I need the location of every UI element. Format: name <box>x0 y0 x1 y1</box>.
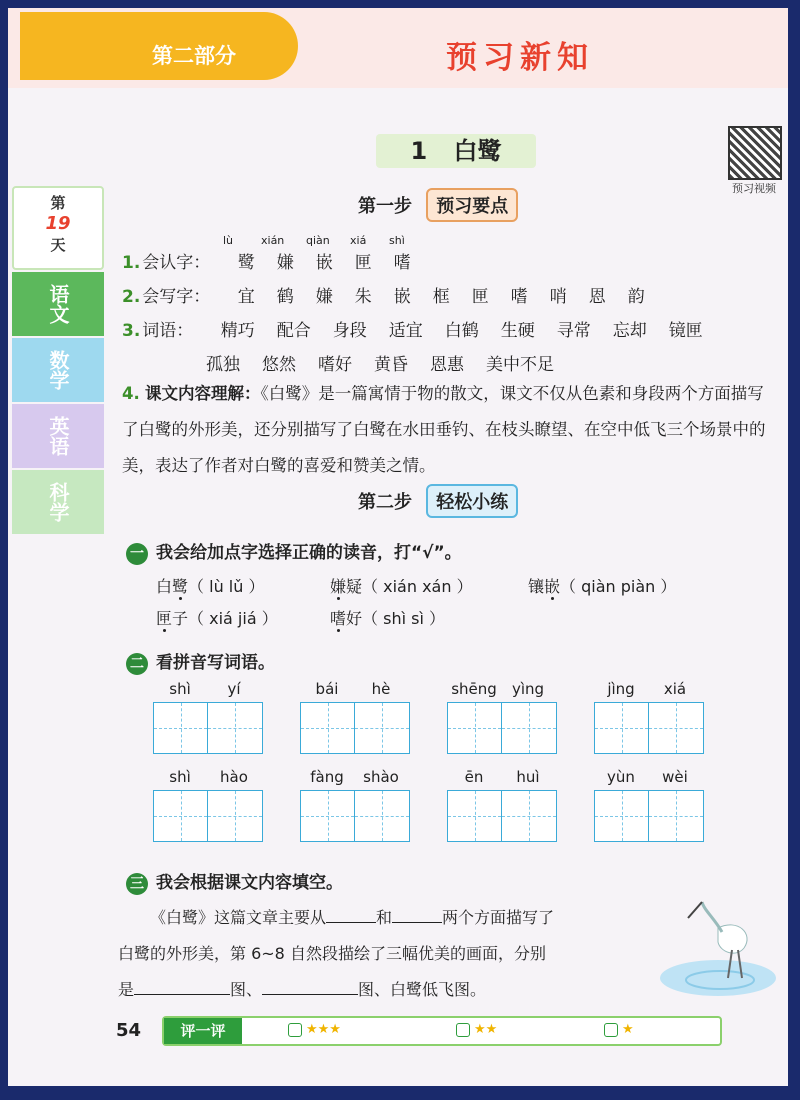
word: 孤独 <box>206 355 240 375</box>
day-suffix: 天 <box>50 236 66 254</box>
word: 镜匣 <box>668 321 703 341</box>
pinyin: shào <box>363 768 399 786</box>
word-part: 子 <box>172 609 189 628</box>
checkbox-icon[interactable] <box>604 1023 618 1037</box>
writing-grid[interactable] <box>594 768 706 842</box>
pinyin: fàng <box>310 768 344 786</box>
star-icon: ★ <box>622 1022 634 1037</box>
pinyin: huì <box>516 768 540 786</box>
char: 匣 <box>471 287 489 307</box>
grid-cell[interactable] <box>355 791 409 841</box>
word: 美中不足 <box>486 355 554 375</box>
choice-item[interactable] <box>156 606 278 629</box>
step1-label: 第一步 <box>358 196 412 217</box>
choice-options: （ lù lǔ ） <box>188 577 265 596</box>
word: 黄昏 <box>374 355 408 375</box>
grid-cell[interactable] <box>649 703 703 753</box>
section-1-heading <box>126 538 462 565</box>
word: 配合 <box>276 321 311 341</box>
part-label: 第二部分 <box>152 44 236 68</box>
pinyin: jìng <box>607 680 635 698</box>
section-title: 看拼音写词语。 <box>156 653 275 673</box>
char: 嵌 <box>315 253 333 273</box>
answer-blank[interactable] <box>392 922 442 923</box>
word: 忘却 <box>612 321 647 341</box>
item-1 <box>122 248 433 273</box>
item-4 <box>122 376 770 484</box>
item-3-row2 <box>206 350 576 375</box>
section-title: 我会给加点字选择正确的读音，打“√”。 <box>156 543 462 563</box>
writing-grid[interactable] <box>300 768 412 842</box>
char: 嗜 <box>393 253 411 273</box>
pinyin: yùn <box>607 768 635 786</box>
char: 嫌 <box>315 287 333 307</box>
day-prefix: 第 <box>50 194 66 212</box>
answer-blank[interactable] <box>262 994 358 995</box>
word: 精巧 <box>220 321 255 341</box>
pinyin: hào <box>220 768 248 786</box>
choice-options: （ xián xán ） <box>362 577 473 596</box>
item-label: 会认字： <box>142 253 211 273</box>
item-number: 2. <box>122 287 141 307</box>
page-number: 54 <box>116 1020 142 1041</box>
grid-cell[interactable] <box>301 703 355 753</box>
pinyin: hè <box>371 680 391 698</box>
star-icon: ★★★ <box>306 1022 341 1037</box>
rating-bar <box>162 1016 722 1046</box>
grid-cell[interactable] <box>301 791 355 841</box>
lesson-name: 白鹭 <box>453 137 502 165</box>
writing-grid[interactable] <box>447 768 559 842</box>
choice-options: （ qiàn piàn ） <box>560 577 677 596</box>
word-part: 好 <box>346 609 363 628</box>
rating-option[interactable] <box>288 1022 341 1037</box>
item-3 <box>122 316 725 341</box>
item-number: 3. <box>122 321 141 341</box>
word-part: 镶 <box>528 577 545 596</box>
char: 嫌 <box>276 253 294 273</box>
dotted-char: 嵌 <box>544 577 561 596</box>
lesson-title <box>376 134 536 168</box>
summary-text: 《白鹭》是一篇寓情于物的散文，课文不仅从色素和身段两个方面描写了白鹭的外形美，还分别描写了白鹭在水田垂钓、在枝头瞭望、在空中低飞三个场景中的美，表达了作者对白鹭的喜爱和赞美之情。 <box>122 384 766 475</box>
word: 嗜好 <box>318 355 352 375</box>
word: 恩惠 <box>430 355 464 375</box>
pinyin: yí <box>227 680 241 698</box>
step2-title: 轻松小练 <box>426 484 518 518</box>
pinyin: wèi <box>662 768 688 786</box>
writing-grid[interactable] <box>594 680 706 754</box>
char: 韵 <box>627 287 645 307</box>
char: 恩 <box>588 287 606 307</box>
char: 鹭 <box>237 253 255 273</box>
word: 生硬 <box>500 321 535 341</box>
dotted-char: 嫌 <box>330 577 347 596</box>
rating-option[interactable] <box>456 1022 497 1037</box>
step1-heading <box>358 188 518 222</box>
char: 匣 <box>354 253 372 273</box>
fill-text: 两个方面描写了 <box>442 908 555 927</box>
section-number-icon: 二 <box>126 653 148 675</box>
item-number: 1. <box>122 253 141 273</box>
pinyin: lù <box>223 234 234 247</box>
star-icon: ★★ <box>474 1022 498 1037</box>
word: 寻常 <box>556 321 591 341</box>
grid-cell[interactable] <box>154 703 208 753</box>
egret-illustration <box>658 888 778 998</box>
word: 悠然 <box>262 355 296 375</box>
qr-code-icon[interactable] <box>728 126 782 180</box>
choice-options: （ shì sì ） <box>362 609 445 628</box>
choice-item[interactable] <box>330 574 473 597</box>
fill-text: 图、 <box>230 980 263 999</box>
grid-cell[interactable] <box>448 791 502 841</box>
word-part: 白 <box>156 577 173 596</box>
char: 鹤 <box>276 287 294 307</box>
word: 白鹤 <box>444 321 479 341</box>
rating-label: 评一评 <box>164 1018 242 1044</box>
answer-blank[interactable] <box>134 994 230 995</box>
item-label: 会写字： <box>142 287 211 307</box>
writing-grid[interactable] <box>153 680 265 754</box>
word: 身段 <box>332 321 367 341</box>
fill-text: 图、白鹭低飞图。 <box>358 980 487 999</box>
char: 嗜 <box>510 287 528 307</box>
char: 哨 <box>549 287 567 307</box>
item-2 <box>122 282 667 307</box>
grid-cell[interactable] <box>649 791 703 841</box>
grid-cell[interactable] <box>355 703 409 753</box>
lesson-number: 1 <box>410 137 428 165</box>
dotted-char: 嗜 <box>330 609 347 628</box>
grid-cell[interactable] <box>448 703 502 753</box>
tab-english[interactable]: 英语 <box>12 404 104 468</box>
pinyin: bái <box>315 680 339 698</box>
grid-cell[interactable] <box>208 703 262 753</box>
grid-cell[interactable] <box>502 703 556 753</box>
grid-cell[interactable] <box>208 791 262 841</box>
pinyin: ēn <box>464 768 484 786</box>
section-3-heading <box>126 868 343 895</box>
step1-title: 预习要点 <box>426 188 518 222</box>
grid-cell[interactable] <box>502 791 556 841</box>
writing-grid[interactable] <box>153 768 265 842</box>
banner-title: 预习新知 <box>446 40 594 76</box>
fill-text: 是 <box>118 980 135 999</box>
subject-sidebar <box>12 186 104 534</box>
tab-math[interactable]: 数学 <box>12 338 104 402</box>
writing-grid[interactable] <box>300 680 412 754</box>
char: 朱 <box>354 287 372 307</box>
part-tab <box>20 12 298 80</box>
checkbox-icon[interactable] <box>456 1023 470 1037</box>
workbook-page <box>8 8 788 1086</box>
choice-options: （ xiá jiá ） <box>188 609 278 628</box>
section-number-icon: 三 <box>126 873 148 895</box>
pinyin: shì <box>169 680 191 698</box>
pinyin: yìng <box>511 680 545 698</box>
item-label: 词语： <box>142 321 194 341</box>
choice-item[interactable] <box>528 574 676 597</box>
choice-item[interactable] <box>330 606 445 629</box>
char: 宜 <box>237 287 255 307</box>
section-2-heading <box>126 648 275 675</box>
dotted-char: 匣 <box>156 609 173 628</box>
section-number-icon: 一 <box>126 543 148 565</box>
answer-blank[interactable] <box>326 922 376 923</box>
char: 框 <box>432 287 450 307</box>
dotted-char: 鹭 <box>172 577 189 596</box>
step2-heading <box>358 484 518 518</box>
day-number: 19 <box>45 213 71 234</box>
step2-label: 第二步 <box>358 492 412 513</box>
item-number: 4. <box>122 384 140 403</box>
rating-option[interactable] <box>604 1022 634 1037</box>
grid-cell[interactable] <box>595 703 649 753</box>
checkbox-icon[interactable] <box>288 1023 302 1037</box>
choice-item[interactable] <box>156 574 264 597</box>
tab-chinese[interactable]: 语文 <box>12 272 104 336</box>
grid-cell[interactable] <box>154 791 208 841</box>
fill-text: 白鹭的外形美，第 6~8 自然段描绘了三幅优美的画面，分别 <box>118 944 546 963</box>
fill-text: 和 <box>376 908 393 927</box>
pinyin: xiá <box>350 234 367 247</box>
section-title: 我会根据课文内容填空。 <box>156 873 343 893</box>
pinyin: xián <box>261 234 285 247</box>
pinyin: xiá <box>663 680 687 698</box>
word-part: 疑 <box>346 577 363 596</box>
pinyin: shì <box>389 234 405 247</box>
word: 适宜 <box>388 321 423 341</box>
item-label: 课文内容理解： <box>145 384 261 403</box>
pinyin: shēng <box>451 680 497 698</box>
tab-science[interactable]: 科学 <box>12 470 104 534</box>
fill-text: 《白鹭》这篇文章主要从 <box>150 908 327 927</box>
writing-grid[interactable] <box>447 680 559 754</box>
day-badge <box>12 186 104 270</box>
grid-cell[interactable] <box>595 791 649 841</box>
pinyin: shì <box>169 768 191 786</box>
fill-in-paragraph <box>118 900 658 1008</box>
qr-label: 预习视频 <box>732 182 776 195</box>
char: 嵌 <box>393 287 411 307</box>
pinyin: qiàn <box>306 234 330 247</box>
